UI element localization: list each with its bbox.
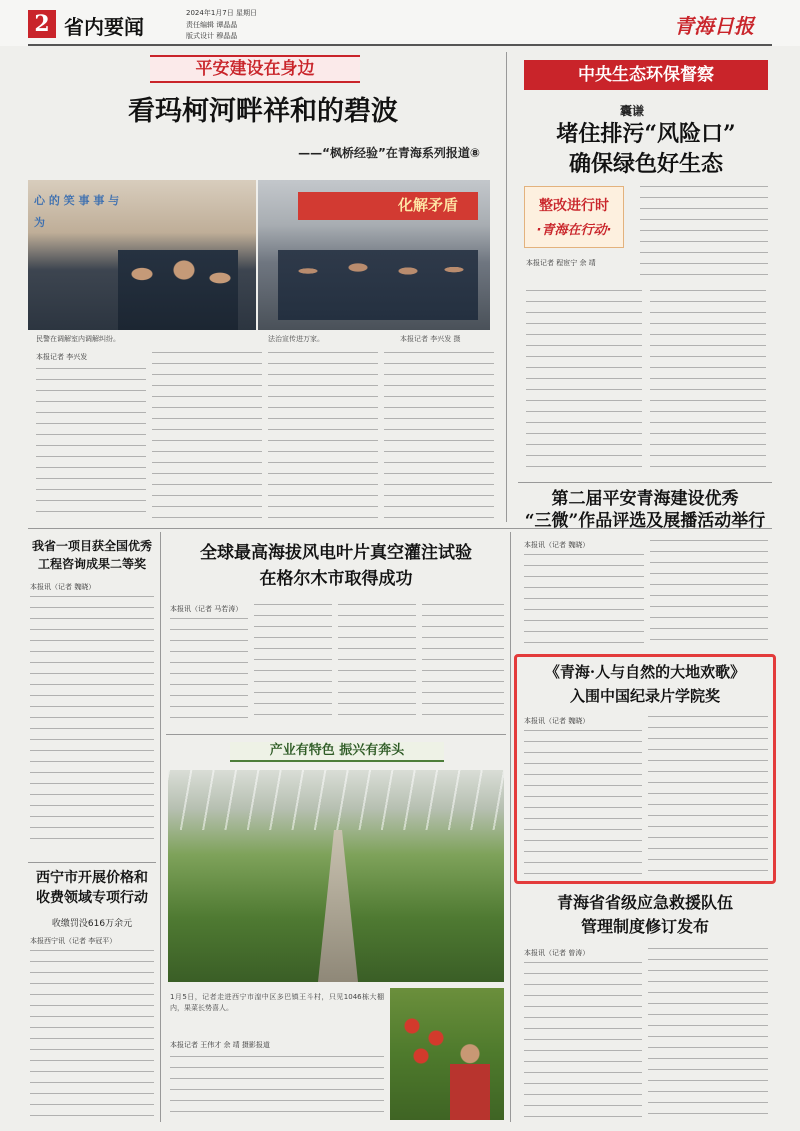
series-banner xyxy=(150,55,360,83)
photo-banner-text: 化解矛盾 xyxy=(398,196,459,214)
greenhouse-path xyxy=(318,830,358,982)
page-number: 2 xyxy=(34,11,50,37)
header-editor: 责任编辑 谭晶晶 xyxy=(186,21,238,29)
industry-banner xyxy=(230,742,444,762)
wind-headline-2: 在格尔木市取得成功 xyxy=(259,569,413,589)
section-title: 省内要闻 xyxy=(64,15,144,39)
doc-headline-1: 《青海·人与自然的大地欢歌》 xyxy=(544,663,746,681)
award-headline-1: 第二届平安青海建设优秀 xyxy=(551,489,739,509)
divider-center-mid xyxy=(166,734,506,735)
header-rule xyxy=(28,44,772,46)
lake-body-col-2 xyxy=(152,352,262,518)
farmer-figure xyxy=(450,1042,490,1120)
lake-caption-left: 民警在调解室内调解纠纷。 xyxy=(36,335,120,343)
page-number-box xyxy=(28,10,56,38)
rescue-byline: 本报讯（记者 曾涛） xyxy=(524,949,590,957)
lake-caption-right: 本报记者 李兴发 摄 xyxy=(400,335,461,343)
divider-eco-award xyxy=(518,482,772,483)
greenhouse-photo xyxy=(168,770,504,982)
divider-main-right xyxy=(506,52,507,522)
engineering-headline-1: 我省一项目获全国优秀 xyxy=(31,539,152,553)
eco-headline-1: 堵住排污“风险口” xyxy=(556,121,736,147)
divider-left-col xyxy=(160,532,161,1122)
price-headline-1: 西宁市开展价格和 xyxy=(36,870,148,886)
lake-photo-mid xyxy=(258,180,490,330)
eco-banner xyxy=(524,60,768,90)
wind-body-col-4 xyxy=(422,604,504,722)
divider-right-col xyxy=(510,532,511,1122)
doc-headline-2: 入围中国纪录片学院奖 xyxy=(569,687,720,705)
header-designer: 版式设计 穆晶晶 xyxy=(186,32,238,40)
price-byline: 本报西宁讯（记者 李冠平） xyxy=(30,937,117,945)
divider-left-col-mid xyxy=(28,862,156,863)
eco-byline: 本报记者 程宦宁 余 靖 xyxy=(526,259,596,267)
price-sub: 收缴罚没616万余元 xyxy=(51,919,133,929)
header-date: 2024年1月7日 星期日 xyxy=(186,9,257,17)
industry-body xyxy=(170,1056,384,1116)
industry-caption: 1月5日，记者走进西宁市湟中区多巴镇王斗村，只见1046栋大棚内，果菜长势喜人。 xyxy=(170,993,384,1012)
eco-body-right-top xyxy=(640,186,768,282)
lake-headline: 看玛柯河畔祥和的碧波 xyxy=(128,96,398,127)
engineering-headline-2: 工程咨询成果二等奖 xyxy=(37,557,146,571)
engineering-byline: 本报讯（记者 魏晓） xyxy=(30,583,96,591)
lake-body-col-3 xyxy=(268,352,378,518)
eco-body-col-1 xyxy=(526,290,642,470)
page-header xyxy=(0,0,800,46)
eco-headline-2: 确保绿色好生态 xyxy=(568,151,723,177)
doc-byline: 本报讯（记者 魏晓） xyxy=(524,717,590,725)
award-body-col-2 xyxy=(650,540,768,644)
series-banner-text: 平安建设在身边 xyxy=(195,59,315,79)
award-byline: 本报讯（记者 魏晓） xyxy=(524,541,590,549)
figure-group xyxy=(118,250,238,330)
industry-caption-credit: 本报记者 王伟才 余 靖 摄影报道 xyxy=(170,1041,270,1049)
lake-caption-mid: 法治宣传进万家。 xyxy=(268,335,324,343)
lake-photo-left xyxy=(28,180,256,330)
price-headline-2: 收费领域专项行动 xyxy=(36,890,148,906)
wind-byline: 本报讯（记者 马若涛） xyxy=(170,605,243,613)
eco-banner-text: 中央生态环保督察 xyxy=(578,65,714,85)
eco-kicker-2: ·青海在行动· xyxy=(536,223,612,238)
lake-byline: 本报记者 李兴发 xyxy=(36,353,88,361)
eco-kicker-box xyxy=(524,186,624,248)
wind-body-col-3 xyxy=(338,604,416,722)
wind-body-col-2 xyxy=(254,604,332,722)
meeting-people xyxy=(278,250,478,320)
photo-slogan-wall: 心 的 笑 事 事 与 为 xyxy=(34,194,120,229)
engineering-body xyxy=(30,596,154,848)
eco-body-col-2 xyxy=(650,290,766,470)
doc-body-col-2 xyxy=(648,716,768,876)
eco-author: 囊谦 xyxy=(620,104,645,118)
wind-body-col-1 xyxy=(170,618,248,722)
eco-kicker-1: 整改进行时 xyxy=(539,198,609,214)
masthead-logo: 青海日报 xyxy=(674,14,754,38)
lake-body-col-4 xyxy=(384,352,494,518)
greenhouse-roof xyxy=(168,770,504,830)
rescue-headline-2: 管理制度修订发布 xyxy=(580,917,709,936)
award-body-col-1 xyxy=(524,554,644,644)
doc-body-col-1 xyxy=(524,730,642,876)
rescue-body-col-1 xyxy=(524,962,642,1118)
tomato-photo xyxy=(390,988,504,1120)
wind-headline-1: 全球最高海拔风电叶片真空灌注试验 xyxy=(200,543,472,563)
award-headline-2: “三微”作品评选及展播活动举行 xyxy=(524,511,766,531)
lake-body-col-1 xyxy=(36,368,146,518)
price-body xyxy=(30,950,154,1118)
rescue-body-col-2 xyxy=(648,948,768,1118)
industry-banner-text: 产业有特色 振兴有奔头 xyxy=(269,743,405,758)
rescue-headline-1: 青海省省级应急救援队伍 xyxy=(556,893,733,912)
lake-subhead: ——“枫桥经验”在青海系列报道⑧ xyxy=(298,146,480,160)
